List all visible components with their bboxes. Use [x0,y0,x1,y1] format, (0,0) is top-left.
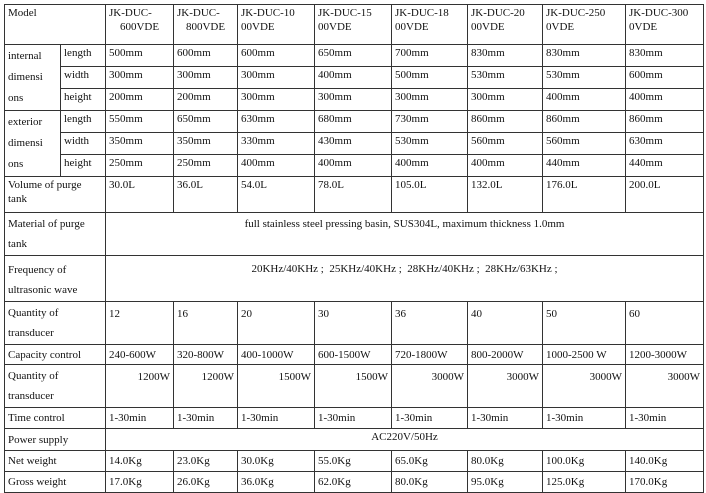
table-cell: 36 [392,302,468,345]
table-cell: 1-30min [468,408,543,429]
exterior-dimensions-label: exterior dimensi ons [5,111,61,177]
table-cell: 3000W [543,365,626,408]
power-supply-value: AC220V/50Hz [106,429,704,451]
table-cell: 350mm [106,133,174,155]
volume-label: Volume of purge tank [5,177,106,213]
table-cell: 830mm [543,45,626,67]
table-cell: 650mm [315,45,392,67]
table-cell: 3000W [392,365,468,408]
table-cell: 26.0Kg [174,472,238,493]
table-row [5,89,704,111]
table-cell: 140.0Kg [626,451,704,472]
table-cell: 600mm [174,45,238,67]
model-label: Model [5,5,106,45]
table-cell: 530mm [392,133,468,155]
table-cell: 400mm [626,89,704,111]
table-cell: 1200-3000W [626,345,704,365]
table-cell: 14.0Kg [106,451,174,472]
table-cell: 300mm [174,67,238,89]
table-row [5,429,704,451]
table-cell: 125.0Kg [543,472,626,493]
table-cell: 40 [468,302,543,345]
table-cell: 530mm [468,67,543,89]
table-cell: 95.0Kg [468,472,543,493]
time-control-label: Time control [5,408,106,429]
table-cell: 30.0Kg [238,451,315,472]
table-row [5,451,704,472]
internal-dimensions-label: internal dimensi ons [5,45,61,111]
table-cell: 300mm [106,67,174,89]
table-cell: 78.0L [315,177,392,213]
table-cell: 500mm [106,45,174,67]
model-header: JK-DUC-18 00VDE [392,5,468,45]
table-cell: 12 [106,302,174,345]
table-cell: 300mm [468,89,543,111]
table-cell: 400mm [543,89,626,111]
table-cell: 860mm [543,111,626,133]
frequency-label: Frequency of ultrasonic wave [5,256,106,302]
dimension-name: width [61,67,106,89]
table-cell: 65.0Kg [392,451,468,472]
power-supply-label: Power supply [5,429,106,451]
net-weight-label: Net weight [5,451,106,472]
table-row [5,111,704,133]
table-cell: 200mm [106,89,174,111]
table-cell: 630mm [238,111,315,133]
table-cell: 300mm [238,89,315,111]
table-row [5,472,704,493]
model-header: JK-DUC- 800VDE [174,5,238,45]
table-cell: 650mm [174,111,238,133]
table-cell: 600-1500W [315,345,392,365]
table-cell: 132.0L [468,177,543,213]
table-cell: 1-30min [106,408,174,429]
table-cell: 30 [315,302,392,345]
table-cell: 860mm [626,111,704,133]
table-row [5,67,704,89]
table-cell: 1-30min [543,408,626,429]
table-row [5,155,704,177]
table-cell: 50 [543,302,626,345]
table-row [5,177,704,213]
table-cell: 100.0Kg [543,451,626,472]
table-cell: 176.0L [543,177,626,213]
model-header: JK-DUC-20 00VDE [468,5,543,45]
table-cell: 1500W [315,365,392,408]
table-cell: 630mm [626,133,704,155]
table-cell: 30.0L [106,177,174,213]
table-cell: 300mm [238,67,315,89]
model-header: JK-DUC-15 00VDE [315,5,392,45]
table-cell: 400mm [315,155,392,177]
table-cell: 720-1800W [392,345,468,365]
table-cell: 1-30min [238,408,315,429]
header-row [5,5,704,45]
dimension-name: height [61,89,106,111]
table-cell: 250mm [106,155,174,177]
table-cell: 300mm [392,89,468,111]
table-row [5,45,704,67]
table-cell: 440mm [626,155,704,177]
dimension-name: length [61,111,106,133]
table-cell: 200.0L [626,177,704,213]
frequency-value: 20KHz/40KHz ; 25KHz/40KHz ; 28KHz/40KHz ; 28KHz/63KHz ; [106,256,704,302]
table-cell: 300mm [315,89,392,111]
table-cell: 23.0Kg [174,451,238,472]
table-row [5,256,704,302]
table-row [5,133,704,155]
table-cell: 250mm [174,155,238,177]
table-cell: 400mm [315,67,392,89]
model-header: JK-DUC-300 0VDE [626,5,704,45]
transducer-power-label: Quantity of transducer [5,365,106,408]
table-cell: 1200W [174,365,238,408]
table-cell: 1-30min [626,408,704,429]
table-cell: 1500W [238,365,315,408]
table-cell: 1000-2500 W [543,345,626,365]
table-cell: 80.0Kg [392,472,468,493]
model-header: JK-DUC- 600VDE [106,5,174,45]
table-cell: 36.0L [174,177,238,213]
table-cell: 17.0Kg [106,472,174,493]
dimension-name: width [61,133,106,155]
table-cell: 1-30min [174,408,238,429]
table-cell: 3000W [626,365,704,408]
capacity-label: Capacity control [5,345,106,365]
table-cell: 240-600W [106,345,174,365]
model-header: JK-DUC-10 00VDE [238,5,315,45]
table-row [5,365,704,408]
table-cell: 400mm [238,155,315,177]
spec-table [4,4,704,493]
table-cell: 20 [238,302,315,345]
table-row [5,408,704,429]
dimension-name: height [61,155,106,177]
table-cell: 680mm [315,111,392,133]
table-cell: 60 [626,302,704,345]
table-cell: 830mm [626,45,704,67]
table-cell: 700mm [392,45,468,67]
table-cell: 430mm [315,133,392,155]
table-cell: 530mm [543,67,626,89]
table-cell: 1200W [106,365,174,408]
table-cell: 54.0L [238,177,315,213]
table-cell: 500mm [392,67,468,89]
table-row [5,213,704,256]
gross-weight-label: Gross weight [5,472,106,493]
table-cell: 350mm [174,133,238,155]
table-cell: 16 [174,302,238,345]
table-cell: 730mm [392,111,468,133]
table-cell: 55.0Kg [315,451,392,472]
table-cell: 440mm [543,155,626,177]
table-cell: 105.0L [392,177,468,213]
table-cell: 80.0Kg [468,451,543,472]
model-header: JK-DUC-250 0VDE [543,5,626,45]
table-cell: 3000W [468,365,543,408]
table-cell: 560mm [468,133,543,155]
table-cell: 62.0Kg [315,472,392,493]
table-cell: 560mm [543,133,626,155]
material-value: full stainless steel pressing basin, SUS304L, maximum thickness 1.0mm [106,213,704,256]
dimension-name: length [61,45,106,67]
table-cell: 170.0Kg [626,472,704,493]
material-label: Material of purge tank [5,213,106,256]
table-cell: 320-800W [174,345,238,365]
table-cell: 36.0Kg [238,472,315,493]
table-cell: 1-30min [315,408,392,429]
table-cell: 330mm [238,133,315,155]
table-cell: 600mm [626,67,704,89]
table-cell: 400mm [468,155,543,177]
table-cell: 550mm [106,111,174,133]
table-cell: 400-1000W [238,345,315,365]
table-cell: 400mm [392,155,468,177]
table-cell: 800-2000W [468,345,543,365]
table-cell: 860mm [468,111,543,133]
table-row [5,302,704,345]
table-cell: 830mm [468,45,543,67]
table-cell: 200mm [174,89,238,111]
transducer-quantity-label: Quantity of transducer [5,302,106,345]
table-cell: 600mm [238,45,315,67]
table-row [5,345,704,365]
table-cell: 1-30min [392,408,468,429]
